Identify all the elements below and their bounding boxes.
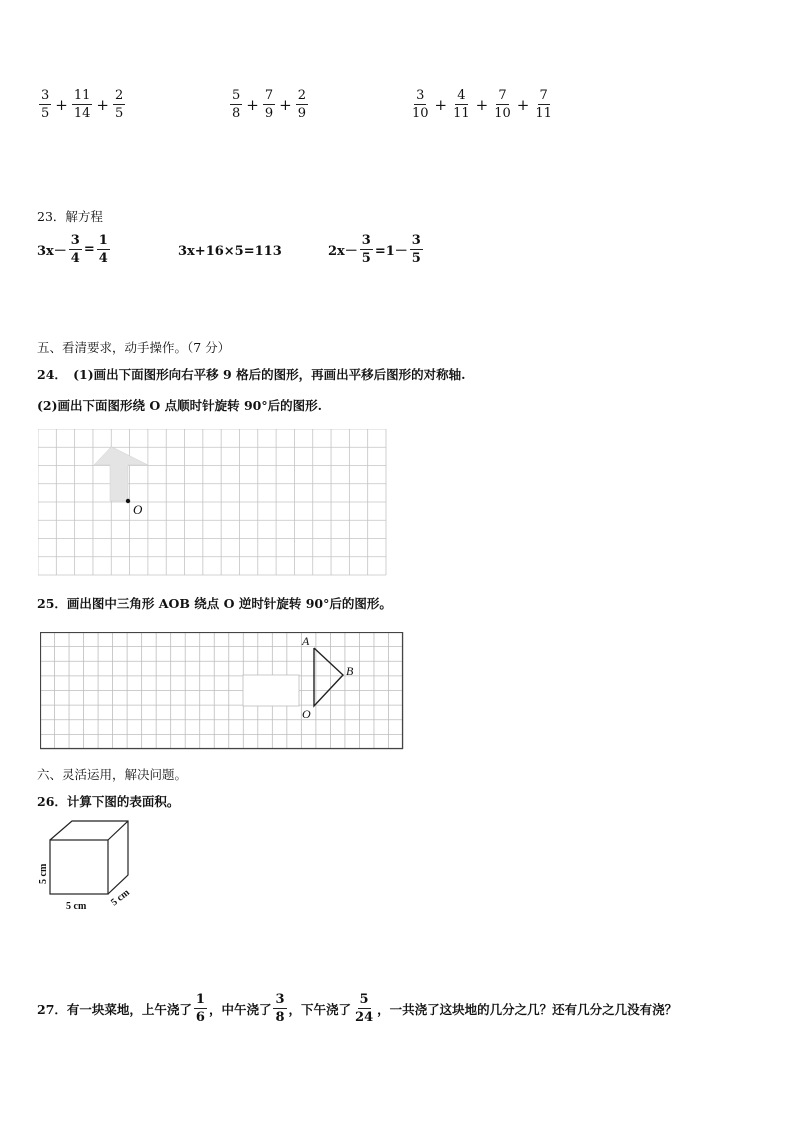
denominator: 24 <box>355 1010 374 1025</box>
grid-lines <box>38 429 386 575</box>
operator: + <box>475 95 489 114</box>
numerator: 4 <box>457 88 466 103</box>
q25-text: 25．画出图中三角形 AOB 绕点 O 逆时针旋转 90°后的图形。 <box>37 596 392 611</box>
fraction <box>273 993 286 1024</box>
equation-3 <box>328 234 425 265</box>
cube-figure <box>36 818 146 916</box>
denominator: 8 <box>232 106 241 121</box>
denominator: 8 <box>275 1010 285 1025</box>
fraction <box>72 89 93 120</box>
q27-text <box>37 993 677 1024</box>
section-six-title: 六、灵活运用，解决问题。 <box>37 767 188 782</box>
equation-2: 3x+16×5=113 <box>178 244 282 259</box>
q24-line-2: (2)画出下面图形绕 O 点顺时针旋转 90°后的图形. <box>37 398 322 413</box>
q27-part-3: ，下午浇了 <box>288 1001 352 1017</box>
operator: + <box>434 95 448 114</box>
numerator: 11 <box>73 88 91 103</box>
denominator: 11 <box>535 106 552 121</box>
point-o <box>126 499 130 503</box>
operator: + <box>279 95 292 114</box>
shaded-rectangle <box>243 675 299 706</box>
denominator: 5 <box>361 251 371 266</box>
q23-title: 23．解方程 <box>37 209 103 224</box>
numerator: 7 <box>498 88 507 103</box>
label-b: B <box>346 664 354 678</box>
fraction-expression-3 <box>408 89 556 120</box>
numerator: 3 <box>361 233 371 248</box>
numerator: 3 <box>41 88 50 103</box>
point-o-label: O <box>133 502 143 517</box>
numerator: 3 <box>416 88 425 103</box>
label-a: A <box>302 634 310 648</box>
dim-left-label: 5 cm <box>38 863 49 884</box>
fraction <box>410 234 423 265</box>
q25-grid-figure <box>40 632 404 750</box>
dim-depth-label: 5 cm <box>109 887 132 909</box>
fraction <box>296 89 308 120</box>
q27-part-2: ，中午浇了 <box>208 1001 272 1017</box>
dim-bottom-label: 5 cm <box>66 901 87 912</box>
denominator: 5 <box>41 106 50 121</box>
fraction <box>410 89 431 120</box>
numerator: 3 <box>70 233 80 248</box>
denominator: 11 <box>453 106 470 121</box>
fraction <box>451 89 472 120</box>
denominator: 4 <box>98 251 108 266</box>
equation-1 <box>37 234 112 265</box>
fraction-expression-2 <box>228 89 310 120</box>
denominator: 6 <box>195 1010 205 1025</box>
equals-sign: = <box>83 242 95 257</box>
equation-left: 2x－ <box>328 244 358 259</box>
numerator: 1 <box>195 992 205 1007</box>
fraction <box>263 89 275 120</box>
fraction <box>230 89 242 120</box>
equation-left: 3x－ <box>37 244 67 259</box>
operator: + <box>55 95 68 114</box>
numerator: 5 <box>359 992 369 1007</box>
numerator: 3 <box>275 992 285 1007</box>
numerator: 3 <box>411 233 421 248</box>
numerator: 7 <box>539 88 548 103</box>
numerator: 7 <box>264 88 274 103</box>
q27-part-4: ，一共浇了这块地的几分之几？还有几分之几没有浇？ <box>377 1001 678 1017</box>
denominator: 10 <box>412 106 429 121</box>
arrow-shape <box>94 447 148 501</box>
q26-text: 26．计算下图的表面积。 <box>37 794 180 809</box>
grid-lines <box>40 632 403 749</box>
denominator: 9 <box>297 106 306 121</box>
fraction <box>194 993 207 1024</box>
fraction <box>113 89 125 120</box>
fraction <box>360 234 373 265</box>
q24-grid-figure <box>38 429 388 576</box>
section-five-title: 五、看清要求，动手操作。（7 分） <box>37 340 231 355</box>
fraction <box>492 89 513 120</box>
triangle-aob <box>314 648 343 706</box>
q27-part-1: 27．有一块菜地，上午浇了 <box>37 1001 192 1017</box>
numerator: 1 <box>98 233 108 248</box>
denominator: 4 <box>70 251 80 266</box>
numerator: 2 <box>297 88 306 103</box>
fraction <box>97 234 110 265</box>
fraction <box>39 89 51 120</box>
denominator: 14 <box>73 106 91 121</box>
denominator: 5 <box>411 251 421 266</box>
fraction-expression-1 <box>37 89 127 120</box>
equation-middle: =1－ <box>374 244 408 259</box>
operator: + <box>516 95 530 114</box>
cube <box>50 821 128 894</box>
denominator: 5 <box>114 106 124 121</box>
label-o: O <box>302 707 311 721</box>
fraction <box>69 234 82 265</box>
numerator: 2 <box>114 88 124 103</box>
numerator: 5 <box>232 88 241 103</box>
fraction <box>533 89 554 120</box>
denominator: 9 <box>264 106 274 121</box>
fraction <box>353 993 375 1024</box>
operator: + <box>246 95 259 114</box>
q24-line-1: 24． (1)画出下面图形向右平移 9 格后的图形，再画出平移后图形的对称轴. <box>37 367 466 382</box>
operator: + <box>96 95 109 114</box>
denominator: 10 <box>494 106 511 121</box>
